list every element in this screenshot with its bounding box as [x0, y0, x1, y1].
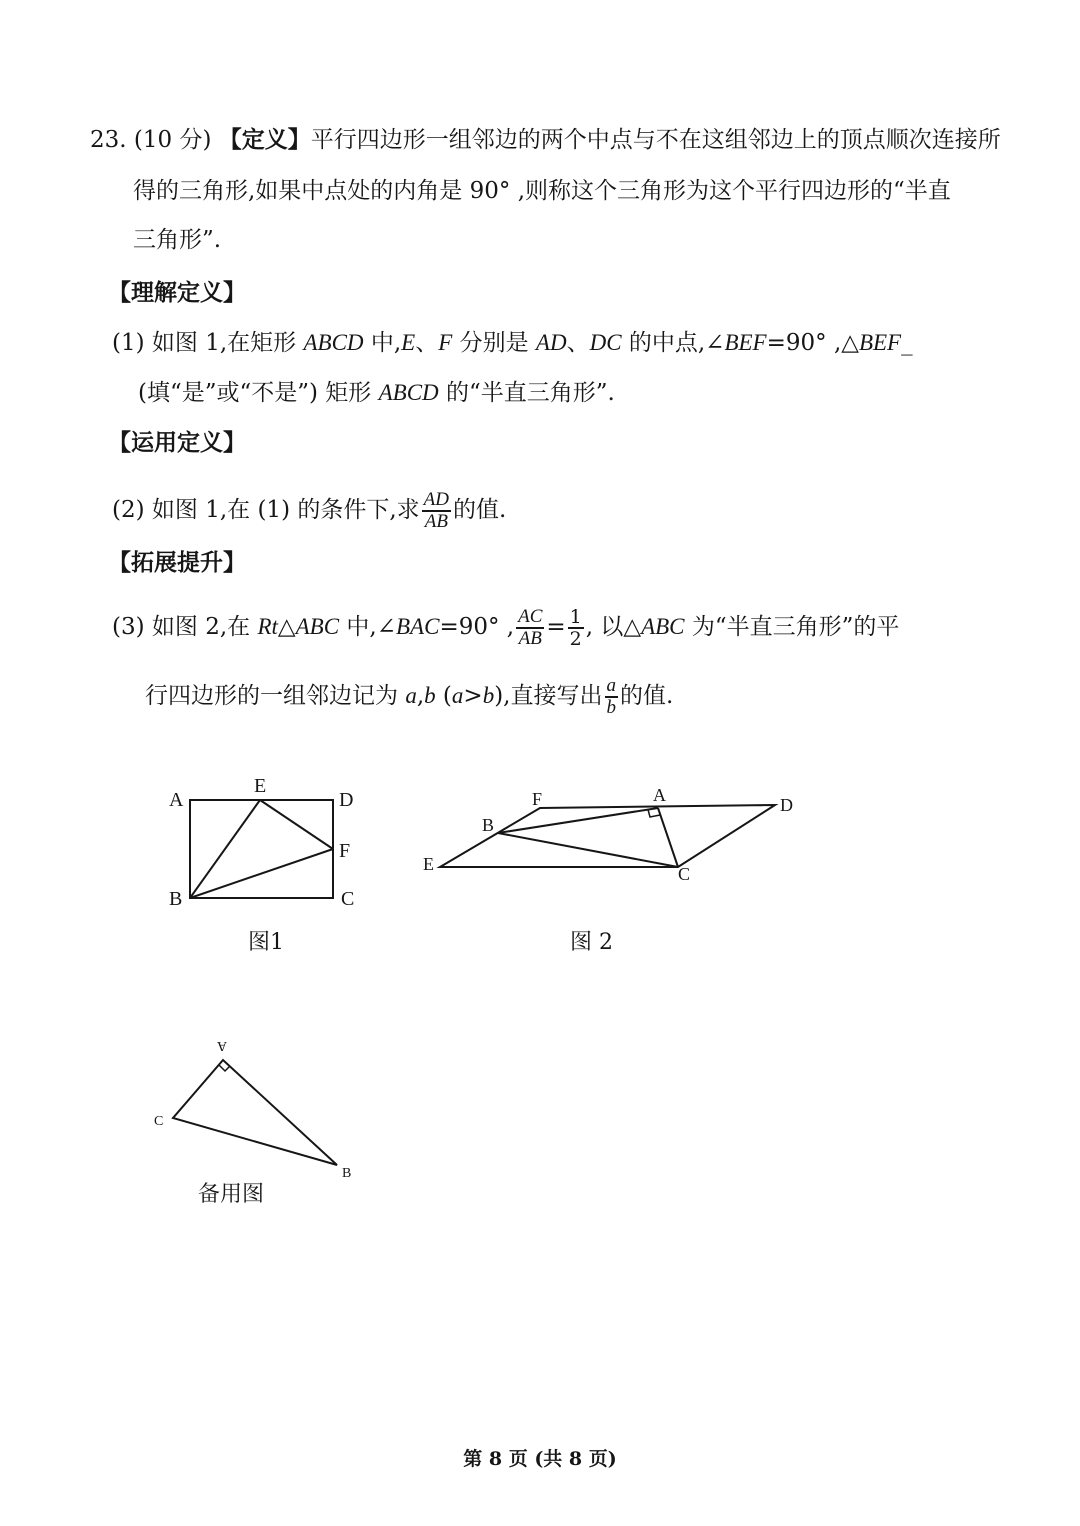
q3-rt: Rt [257, 614, 278, 639]
q1-seg-dc: DC [589, 330, 622, 355]
q2-text-b: 的值. [453, 497, 507, 523]
q2-frac-den: AB [424, 511, 448, 532]
fig3-triangle [173, 1060, 337, 1165]
fig1-label-d: D [339, 789, 354, 811]
figure-2-caption: 图 2 [570, 930, 613, 955]
question-3-line-2 [145, 676, 673, 718]
question-1-line-2 [138, 378, 615, 408]
q1-angle-bef: BEF [724, 330, 767, 355]
q1-l2-rect-name: ABCD [378, 380, 439, 405]
q3-var-a-2: a [451, 683, 464, 708]
q2-text-a: (2) 如图 1,在 (1) 的条件下,求 [112, 497, 420, 523]
q1-tri-bef: BEF [858, 330, 902, 355]
fig1-label-a: A [169, 789, 184, 811]
fig2-segment-bc [498, 833, 678, 867]
fig1-segment-be [190, 800, 260, 898]
q1-text-d: 的中点,∠ [621, 330, 725, 356]
q2-fraction [422, 490, 451, 532]
fig2-segment-ac [658, 808, 678, 867]
q3-frac-den: AB [518, 628, 542, 649]
fig2-label-d: D [780, 795, 793, 815]
q3-text-b: 中,∠ [339, 614, 396, 640]
q3-text-e: 为“半直三角形”的平 [684, 614, 900, 640]
q3-eq: = [546, 614, 566, 640]
q3-fraction-ac-ab [516, 607, 544, 649]
q1-sep: 、 [415, 330, 439, 356]
q3-frac2-den: 2 [569, 628, 582, 650]
q3-fraction-half [568, 607, 584, 649]
problem-line-3: 三角形”. [133, 227, 222, 253]
figure-3-caption: 备用图 [198, 1182, 265, 1207]
q1-text-c: 分别是 [452, 330, 536, 356]
q3-var-b-2: b [482, 683, 495, 708]
fig2-label-b: B [482, 815, 495, 835]
section-heading-extend: 【拓展提升】 [108, 549, 246, 576]
fig1-label-e: E [254, 775, 267, 797]
q3-fraction-a-b [605, 676, 619, 718]
q3-gt: > [463, 683, 483, 709]
fig1-segment-ef [260, 800, 333, 849]
q3-l2-text-a: 行四边形的一组邻边记为 [145, 683, 406, 709]
q3-text-a: (3) 如图 2,在 [112, 614, 258, 640]
figure-2 [420, 780, 820, 890]
fig3-label-c: C [154, 1114, 164, 1129]
fig3-label-a: A [216, 1038, 227, 1053]
fig1-label-c: C [341, 888, 355, 910]
q3-tri-symbol: △ [277, 614, 296, 640]
q1-rect-name: ABCD [303, 330, 364, 355]
q3-l2-text-b: ( [435, 683, 452, 709]
q2-frac-num: AD [423, 489, 449, 510]
fig3-label-b: B [342, 1166, 352, 1181]
fig2-segment-ba [498, 808, 658, 833]
q3-var-b: b [424, 683, 436, 708]
q3-l2-text-d: 的值. [620, 683, 674, 709]
question-1-line-1 [112, 328, 913, 358]
q1-seg-ad: AD [535, 330, 567, 355]
fig1-rectangle [190, 800, 333, 898]
q1-text-a: (1) 如图 1,在矩形 [112, 330, 304, 356]
section-heading-understand: 【理解定义】 [108, 279, 246, 306]
figure-1-caption: 图1 [248, 930, 284, 955]
problem-points: (10 分) [133, 127, 212, 153]
fig2-label-c: C [678, 864, 691, 884]
q3-tri-abc: ABC [295, 614, 340, 639]
q3-frac2-num: 1 [569, 606, 582, 628]
section-heading-apply: 【运用定义】 [108, 429, 246, 456]
q1-text-b: 中, [363, 330, 402, 356]
q3-var-a: a [405, 683, 417, 708]
q3-l2-text-c: ),直接写出 [494, 683, 603, 709]
q3-frac-num: AC [518, 606, 543, 627]
figure-3-spare [145, 1035, 365, 1185]
q3-comma: , [416, 683, 425, 709]
fig2-label-f: F [532, 789, 543, 809]
q1-l2-text-b: 的“半直三角形”. [438, 380, 615, 406]
q3-text-c: =90° , [439, 614, 515, 640]
q3-angle-bac: BAC [395, 614, 440, 639]
fig2-label-e: E [423, 854, 434, 874]
q1-text-e: =90° ,△ [766, 330, 859, 356]
q3-text-d: , 以△ [585, 614, 642, 640]
fig2-label-a: A [653, 785, 666, 805]
question-2 [112, 490, 506, 532]
q1-sep2: 、 [566, 330, 590, 356]
q3-frac3-den: b [606, 697, 616, 718]
q3-frac3-num: a [606, 675, 616, 696]
q1-point-e: E [401, 330, 416, 355]
problem-line-1 [90, 125, 1001, 155]
question-3-line-1 [112, 607, 899, 649]
q3-tri-abc-2: ABC [641, 614, 685, 639]
fig1-label-f: F [339, 840, 351, 862]
q1-point-f: F [438, 330, 453, 355]
definition-text: 平行四边形一组邻边的两个中点与不在这组邻边上的顶点顺次连接所 [310, 127, 1001, 153]
q1-l2-text-a: (填“是”或“不是”) 矩形 [138, 380, 379, 406]
problem-line-2: 得的三角形,如果中点处的内角是 90° ,则称这个三角形为这个平行四边形的“半直 [133, 178, 951, 204]
figure-1 [160, 772, 380, 912]
q1-answer-blank: _ [901, 330, 913, 356]
fig1-label-b: B [169, 888, 183, 910]
fig1-segment-bf [190, 849, 333, 898]
page-footer: 第 8 页 (共 8 页) [463, 1448, 617, 1470]
definition-tag: 【定义】 [218, 126, 311, 153]
problem-number: 23. [90, 127, 127, 153]
